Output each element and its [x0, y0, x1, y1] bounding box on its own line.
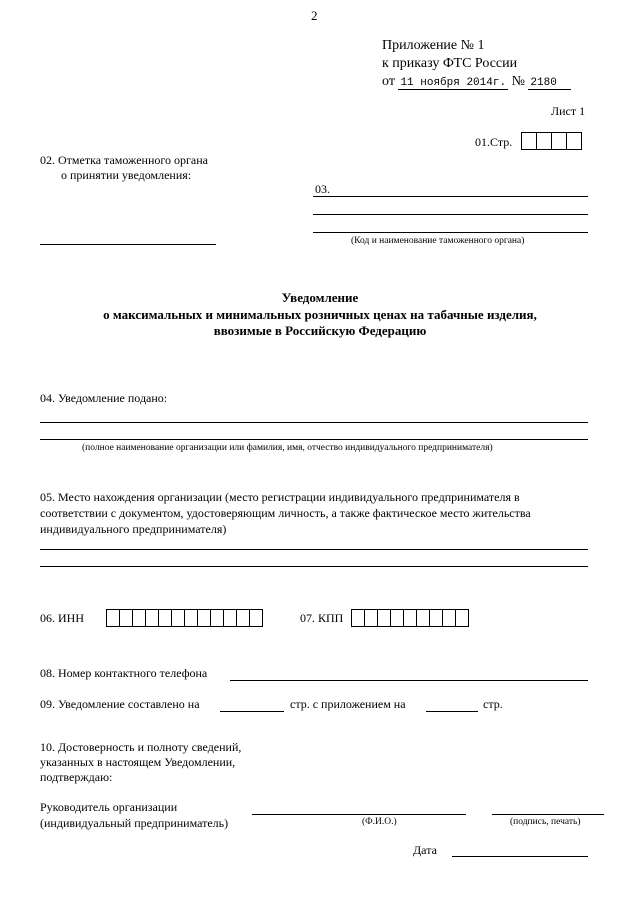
- appendix-date: 11 ноября 2014г.: [400, 77, 507, 89]
- kpp-label: 07. КПП: [300, 611, 344, 625]
- confirm-line1: 10. Достоверность и полноту сведений,: [40, 740, 242, 754]
- signer-line1: Руководитель организации: [40, 800, 178, 814]
- signer-fio-line[interactable]: [252, 814, 466, 815]
- customs-mark-line[interactable]: [40, 244, 216, 245]
- appendix-line2: к приказу ФТС России: [382, 56, 518, 71]
- phone-label: 08. Номер контактного телефона: [40, 666, 208, 680]
- customs-body-label: 03.: [315, 182, 330, 196]
- date-input-line[interactable]: [452, 856, 588, 857]
- customs-mark-line2: о принятии уведомления:: [61, 168, 192, 182]
- appendix-number-sign: №: [511, 74, 525, 89]
- document-title-line3: ввозимые в Российскую Федерацию: [213, 323, 427, 338]
- location-line-2[interactable]: [40, 566, 588, 567]
- pages-label: 09. Уведомление составлено на: [40, 697, 200, 711]
- page-number: 2: [311, 8, 318, 23]
- signer-signature-caption: (подпись, печать): [510, 817, 581, 827]
- signer-signature-line[interactable]: [492, 814, 604, 815]
- customs-body-caption: (Код и наименование таможенного органа): [351, 236, 525, 246]
- date-label: Дата: [413, 843, 437, 857]
- inn-cells[interactable]: [106, 609, 263, 627]
- customs-body-line-2[interactable]: [313, 214, 588, 215]
- confirm-line3: подтверждаю:: [40, 770, 113, 784]
- location-line2: соответствии с документом, удостоверяющим личность, а также фактическое место жительства: [40, 506, 531, 520]
- phone-input-line[interactable]: [230, 680, 588, 681]
- location-line-1[interactable]: [40, 549, 588, 550]
- sheet-label: Лист 1: [551, 104, 586, 118]
- appendix-number: 2180: [528, 77, 570, 90]
- appendix-from-label: от: [382, 74, 395, 89]
- submitted-line-2[interactable]: [40, 439, 588, 440]
- signer-line2: (индивидуальный предприниматель): [40, 816, 229, 830]
- document-title-line2: о максимальных и минимальных розничных ценах на табачные изделия,: [103, 307, 537, 322]
- page-field-label: 01.Стр.: [475, 135, 513, 149]
- appendix-date-row: [382, 74, 571, 90]
- location-line1: 05. Место нахождения организации (место регистрации индивидуального предпринимателя в: [40, 490, 520, 504]
- submitted-caption: (полное наименование организации или фамилия, имя, отчество индивидуального предпринимателя): [82, 443, 493, 453]
- location-line3: индивидуального предпринимателя): [40, 522, 227, 536]
- inn-label: 06. ИНН: [40, 611, 84, 625]
- attachment-pages-line[interactable]: [426, 711, 478, 712]
- kpp-cells[interactable]: [351, 609, 469, 627]
- customs-mark-line1: 02. Отметка таможенного органа: [40, 153, 208, 167]
- submitted-line-1[interactable]: [40, 422, 588, 423]
- pages-middle-label: стр. с приложением на: [290, 697, 406, 711]
- signer-fio-caption: (Ф.И.О.): [362, 817, 397, 827]
- customs-body-line-3[interactable]: [313, 232, 588, 233]
- customs-body-line-1[interactable]: [313, 196, 588, 197]
- pages-suffix-label: стр.: [483, 697, 503, 711]
- pages-count-line[interactable]: [220, 711, 284, 712]
- confirm-line2: указанных в настоящем Уведомлении,: [40, 755, 236, 769]
- appendix-line1: Приложение № 1: [382, 38, 485, 53]
- document-title: Уведомление: [281, 290, 359, 305]
- submitted-label: 04. Уведомление подано:: [40, 391, 168, 405]
- page-number-cells[interactable]: [521, 132, 582, 150]
